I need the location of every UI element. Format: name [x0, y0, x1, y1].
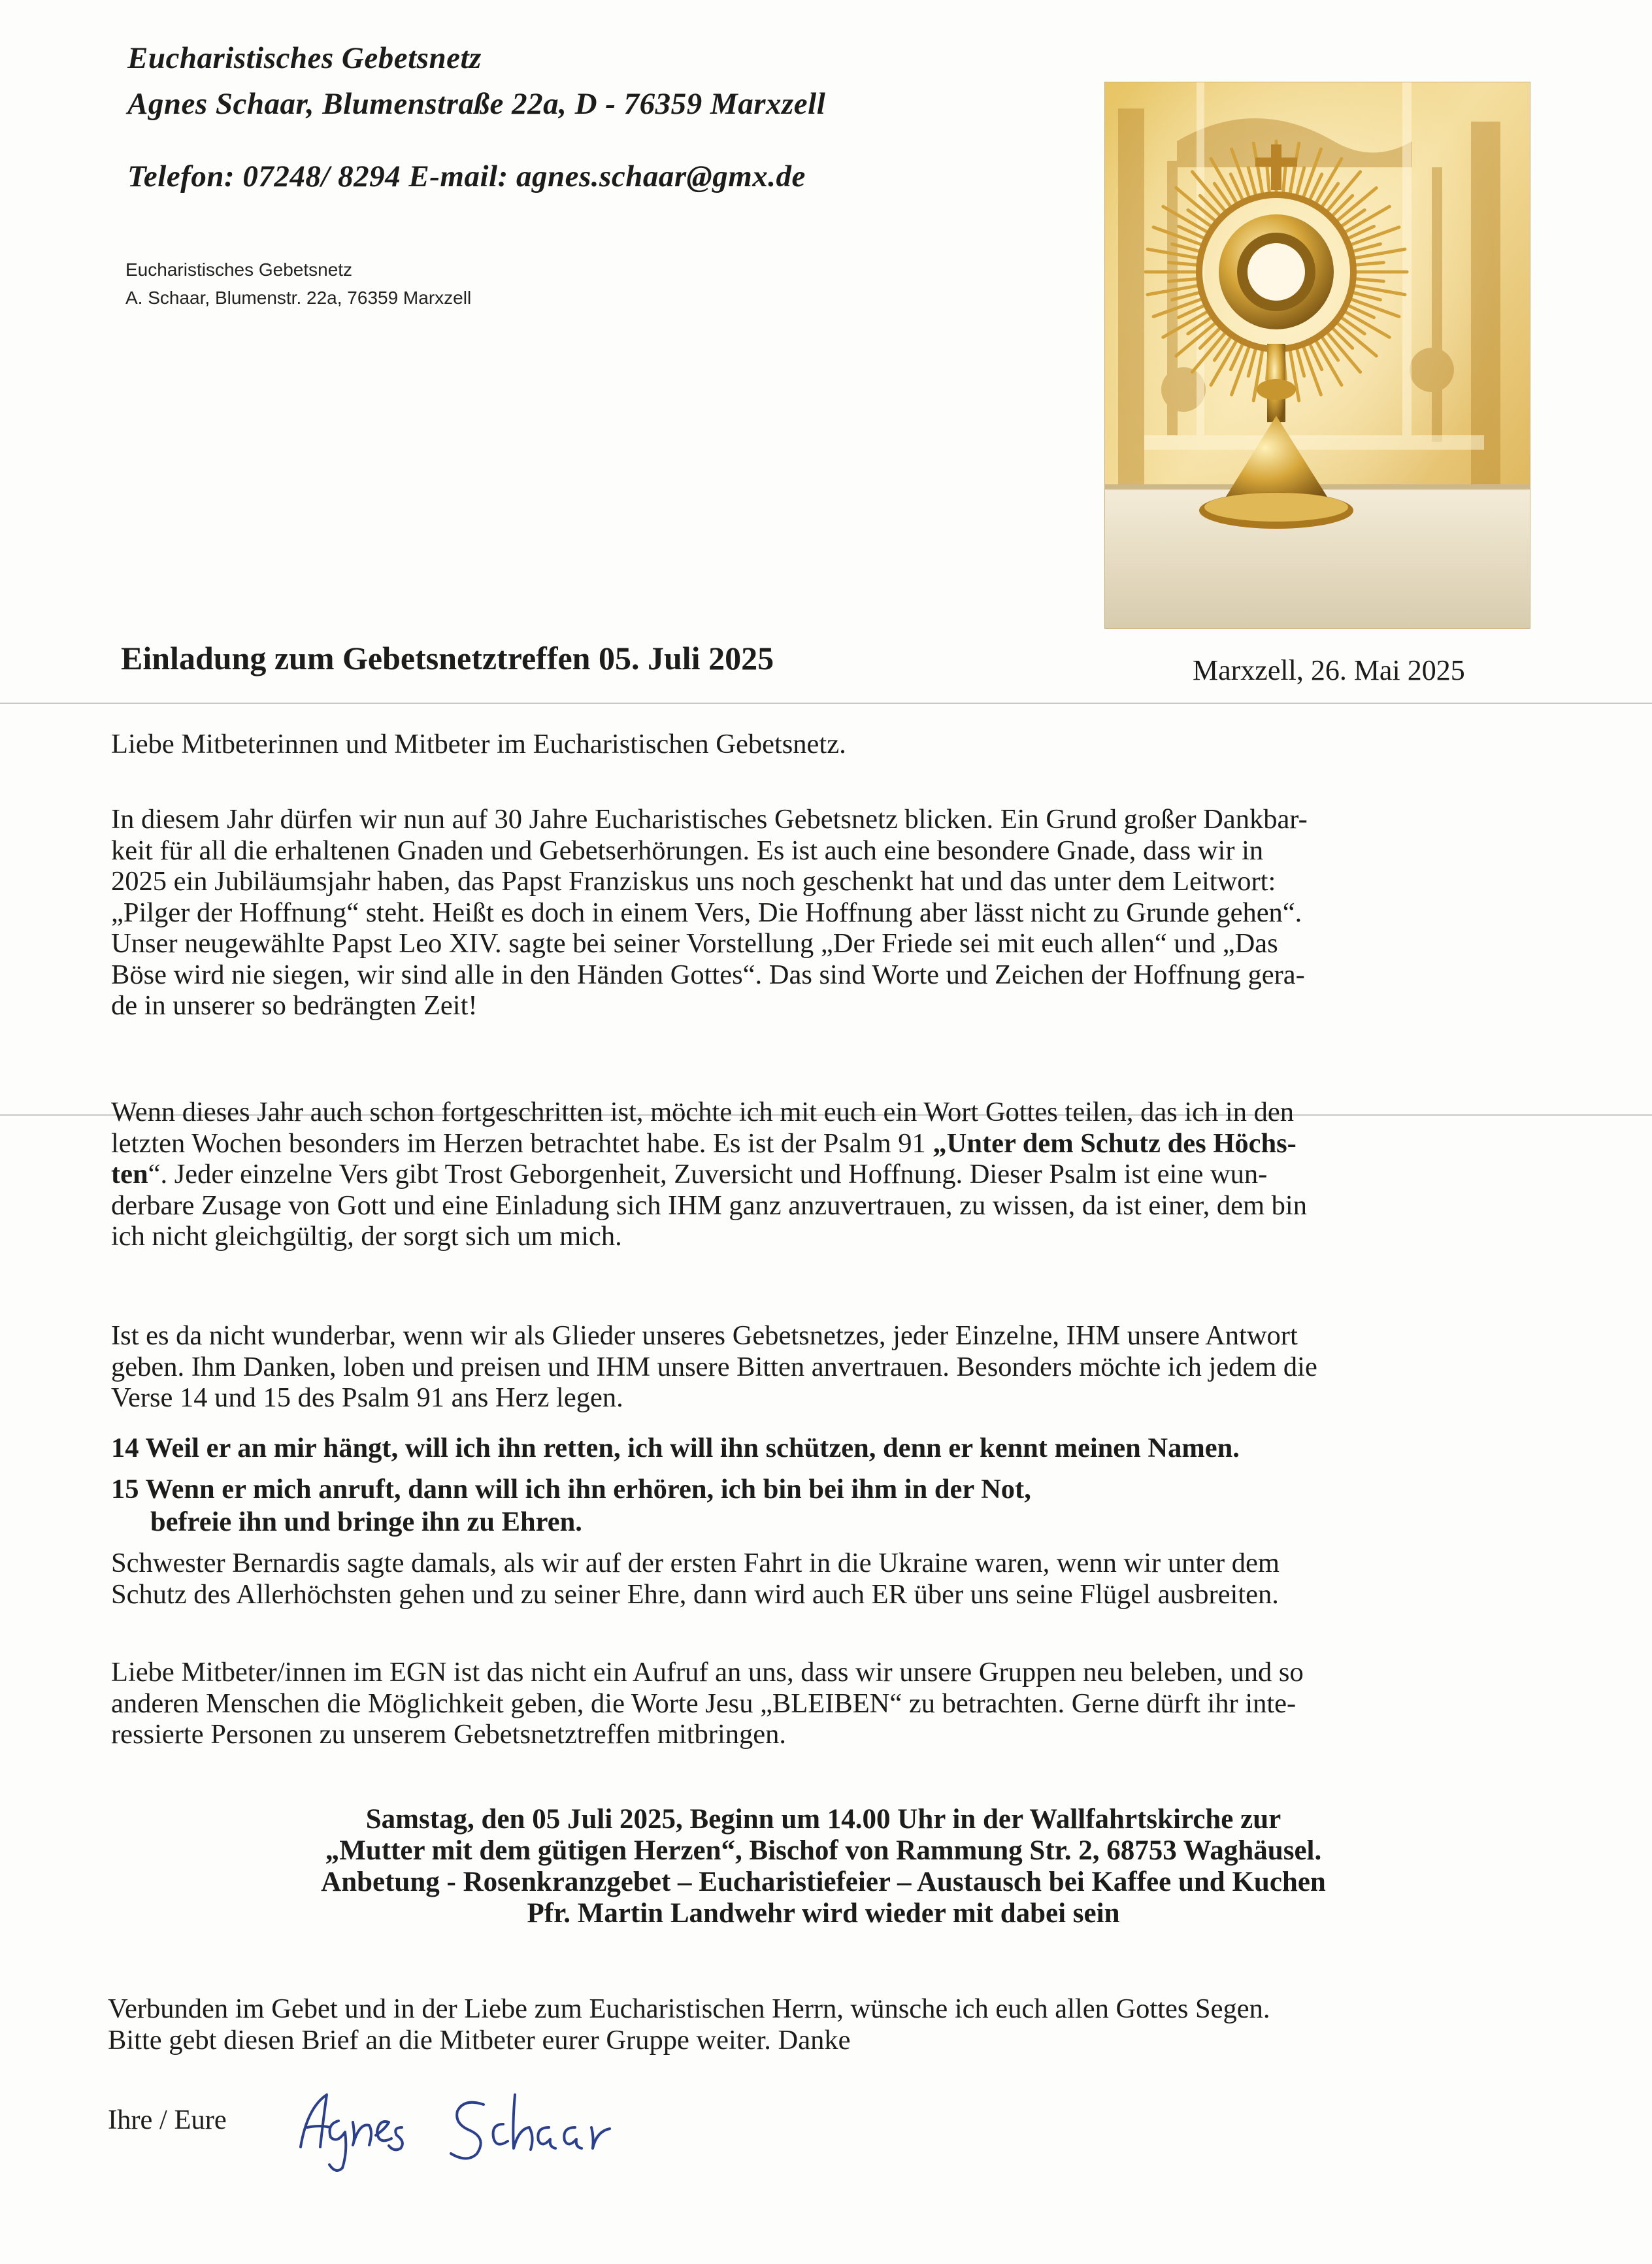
- letterhead-org: Eucharistisches Gebetsnetz: [127, 41, 482, 75]
- paragraph-5-line: ressierte Personen zu unserem Gebetsnetztreffen mitbringen.: [111, 1719, 787, 1750]
- paragraph-2-line: [111, 1128, 1536, 1159]
- psalm-title-part-2: ten: [111, 1159, 148, 1190]
- paragraph-2-line: ich nicht gleichgültig, der sorgt sich um mich.: [111, 1221, 622, 1252]
- psalm-verse-14: 14 Weil er an mir hängt, will ich ihn retten, ich will ihn schützen, denn er kennt meinen Namen.: [111, 1433, 1240, 1463]
- psalm-title-part-1: „Unter dem Schutz des Höchs-: [933, 1127, 1297, 1159]
- fold-line-top: [0, 703, 1652, 704]
- paragraph-1-line: de in unserer so bedrängten Zeit!: [111, 990, 478, 1021]
- salutation: Liebe Mitbeterinnen und Mitbeter im Eucharistischen Gebetsnetz.: [111, 729, 846, 759]
- paragraph-4-line: Schwester Bernardis sagte damals, als wir auf der ersten Fahrt in die Ukraine waren, wenn wir unter dem: [111, 1548, 1280, 1578]
- paragraph-3-line: Ist es da nicht wunderbar, wenn wir als Glieder unseres Gebetsnetzes, jeder Einzelne, IHM unsere Antwort: [111, 1320, 1298, 1351]
- paragraph-3-line: Verse 14 und 15 des Psalm 91 ans Herz legen.: [111, 1382, 623, 1413]
- paragraph-4-line: Schutz des Allerhöchsten gehen und zu seiner Ehre, dann wird auch ER über uns seine Flügel ausbreiten.: [111, 1578, 1279, 1610]
- paragraph-3-line: geben. Ihm Danken, loben und preisen und IHM unsere Bitten anvertrauen. Besonders möchte ich jedem die: [111, 1351, 1317, 1382]
- paragraph-3: [111, 1320, 1536, 1414]
- signoff: Ihre / Eure: [108, 2105, 227, 2135]
- paragraph-2-line: Wenn dieses Jahr auch schon fortgeschritten ist, möchte ich mit euch ein Wort Gottes teilen, das ich in den: [111, 1097, 1294, 1127]
- paragraph-1-line: Böse wird nie siegen, wir sind alle in den Händen Gottes“. Das sind Worte und Zeichen der Hoffnung gera-: [111, 959, 1305, 990]
- paragraph-5: [111, 1657, 1536, 1750]
- signature: [288, 2075, 680, 2173]
- paragraph-1-line: keit für all die erhaltenen Gnaden und Gebetserhörungen. Es ist auch eine besondere Gnade, dass wir in: [111, 835, 1264, 866]
- paragraph-2-line: derbare Zusage von Gott und eine Einladung sich IHM ganz anzuvertrauen, zu wissen, da ist einer, dem bin: [111, 1190, 1307, 1221]
- closing-line: Bitte gebt diesen Brief an die Mitbeter eurer Gruppe weiter. Danke: [108, 2024, 851, 2056]
- paragraph-1: [111, 804, 1536, 1022]
- paragraph-1-line: 2025 ein Jubiläumsjahr haben, das Papst Franziskus uns noch geschenkt hat und das unter dem Leitwort:: [111, 866, 1276, 897]
- paragraph-4: [111, 1548, 1536, 1610]
- paragraph-5-line: Liebe Mitbeter/innen im EGN ist das nicht ein Aufruf an uns, dass wir unsere Gruppen neu beleben, und so: [111, 1657, 1304, 1688]
- letter-date: Marxzell, 26. Mai 2025: [1193, 654, 1465, 686]
- paragraph-5-line: anderen Menschen die Möglichkeit geben, die Worte Jesu „BLEIBEN“ zu betrachten. Gerne dürft ihr inte-: [111, 1688, 1297, 1719]
- sender-line-2: A. Schaar, Blumenstr. 22a, 76359 Marxzell: [125, 288, 472, 308]
- paragraph-2: [111, 1097, 1536, 1252]
- paragraph-1-line: „Pilger der Hoffnung“ steht. Heißt es doch in einem Vers, Die Hoffnung aber lässt nicht zu Grunde gehen“.: [111, 897, 1302, 928]
- letter-title: Einladung zum Gebetsnetztreffen 05. Juli 2025: [121, 640, 774, 676]
- paragraph-2-text: “. Jeder einzelne Vers gibt Trost Geborgenheit, Zuversicht und Hoffnung. Dieser Psalm ist eine wun-: [148, 1159, 1268, 1190]
- paragraph-2-text: letzten Wochen besonders im Herzen betrachtet habe. Es ist der Psalm 91: [111, 1127, 933, 1159]
- psalm-verse-15: 15 Wenn er mich anruft, dann will ich ihn erhören, ich bin bei ihm in der Not,: [111, 1474, 1031, 1505]
- letterhead-address: Agnes Schaar, Blumenstraße 22a, D - 76359 Marxzell: [127, 87, 826, 121]
- event-line: Anbetung - Rosenkranzgebet – Eucharistiefeier – Austausch bei Kaffee und Kuchen: [321, 1867, 1326, 1897]
- closing-line: Verbunden im Gebet und in der Liebe zum Eucharistischen Herrn, wünsche ich euch allen Gottes Segen.: [108, 1993, 1270, 2024]
- paragraph-1-line: Unser neugewählte Papst Leo XIV. sagte bei seiner Vorstellung „Der Friede sei mit euch allen“ und „Das: [111, 928, 1278, 959]
- paragraph-2-line: [111, 1159, 1536, 1190]
- sender-line-1: Eucharistisches Gebetsnetz: [125, 259, 353, 280]
- closing: [108, 1993, 1270, 2056]
- paragraph-1-line: In diesem Jahr dürfen wir nun auf 30 Jahre Eucharistisches Gebetsnetz blicken. Ein Grund großer Dankbar-: [111, 804, 1308, 835]
- event-line: Pfr. Martin Landwehr wird wieder mit dabei sein: [527, 1898, 1120, 1929]
- event-line: Samstag, den 05 Juli 2025, Beginn um 14.00 Uhr in der Wallfahrtskirche zur: [365, 1804, 1281, 1835]
- monstrance-photo: [1104, 82, 1530, 629]
- event-details: [111, 1804, 1536, 1929]
- letterhead-contact: Telefon: 07248/ 8294 E-mail: agnes.schaar@gmx.de: [127, 159, 806, 193]
- event-line: „Mutter mit dem gütigen Herzen“, Bischof von Rammung Str. 2, 68753 Waghäusel.: [325, 1835, 1322, 1866]
- psalm-verse-15-cont: befreie ihn und bringe ihn zu Ehren.: [150, 1507, 582, 1537]
